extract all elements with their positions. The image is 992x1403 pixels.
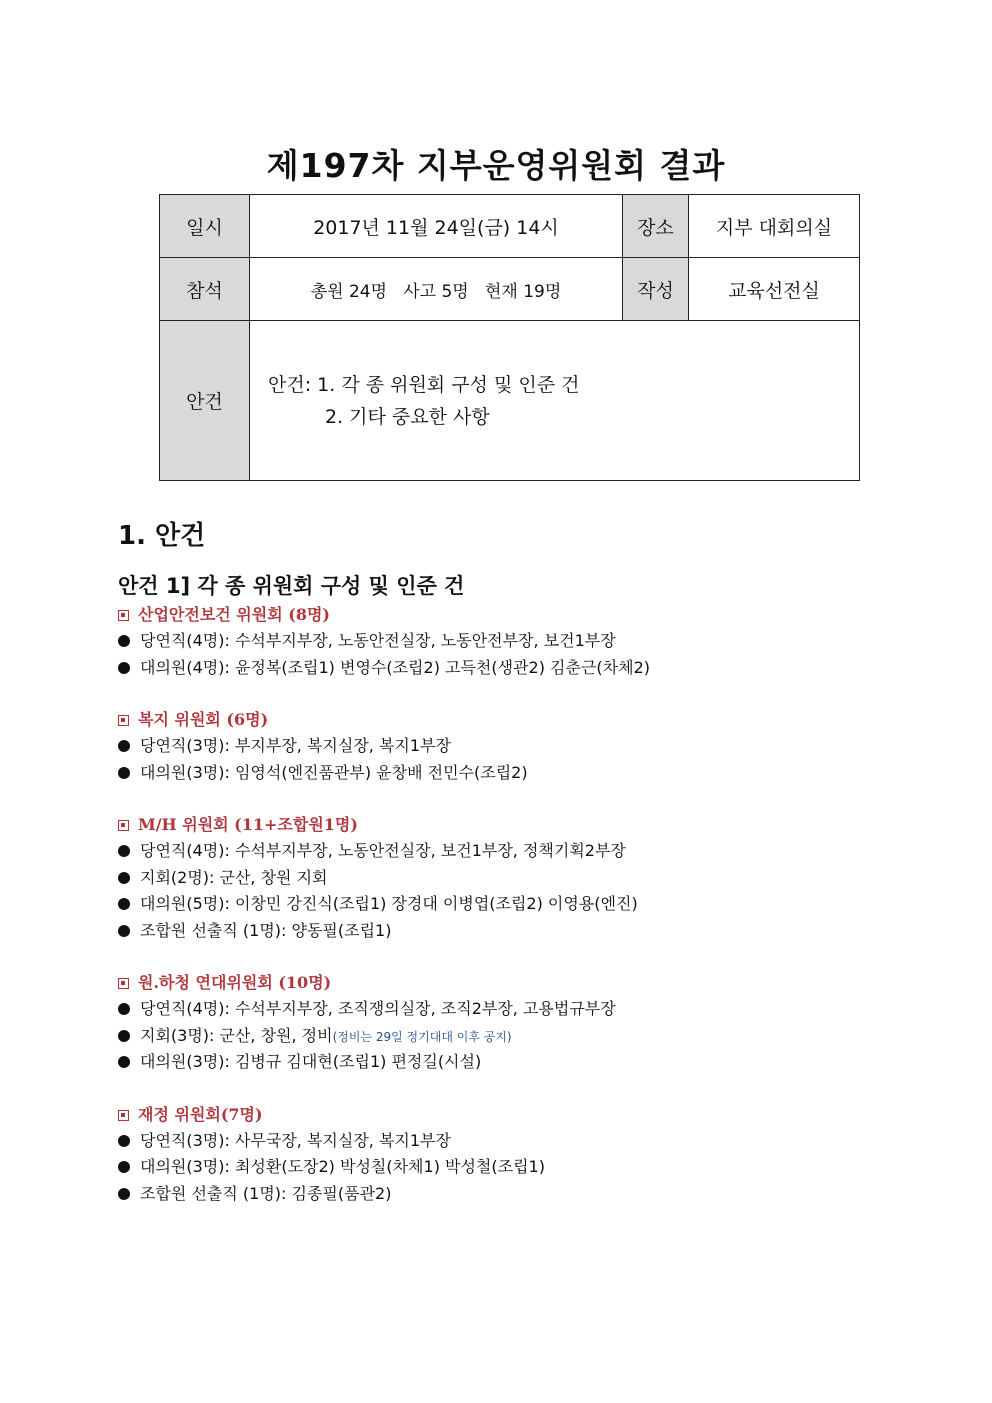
circle-bullet-icon (118, 1030, 130, 1042)
list-item: 조합원 선출직 (1명): 양동필(조립1) (118, 918, 878, 945)
square-bullet-icon (118, 820, 129, 831)
list-item: 당연직(4명): 수석부지부장, 조직쟁의실장, 조직2부장, 고용법규부장 (118, 996, 878, 1023)
list-item: 당연직(4명): 수석부지부장, 노동안전실장, 보건1부장, 정책기획2부장 (118, 838, 878, 865)
place-label: 장소 (623, 195, 689, 258)
circle-bullet-icon (118, 1003, 130, 1015)
square-bullet-icon (118, 978, 129, 989)
circle-bullet-icon (118, 925, 130, 937)
circle-bullet-icon (118, 635, 130, 647)
list-item: 당연직(4명): 수석부지부장, 노동안전실장, 노동안전부장, 보건1부장 (118, 628, 878, 655)
committee-heading (118, 707, 878, 733)
committee-solidarity (118, 970, 878, 1076)
committee-finance (118, 1102, 878, 1208)
list-item: 지회(3명): 군산, 창원, 정비(정비는 29일 정기대대 이후 공지) (118, 1023, 878, 1050)
committee-heading (118, 602, 878, 628)
agenda-line-2: 2. 기타 중요한 사항 (325, 405, 490, 428)
committee-heading (118, 970, 878, 996)
circle-bullet-icon (118, 1135, 130, 1147)
committee-title: 산업안전보건 위원회 (8명) (138, 605, 330, 624)
subsection-title: 안건 1] 각 종 위원회 구성 및 인준 건 (118, 574, 465, 598)
committee-heading (118, 812, 878, 838)
square-bullet-icon (118, 1110, 129, 1121)
square-bullet-icon (118, 610, 129, 621)
committee-title: 재정 위원회(7명) (138, 1104, 263, 1124)
circle-bullet-icon (118, 767, 130, 779)
list-item: 지회(2명): 군산, 창원 지회 (118, 865, 878, 892)
date-label: 일시 (160, 195, 250, 258)
list-item: 대의원(5명): 이창민 강진식(조립1) 장경대 이병엽(조립2) 이영용(엔진) (118, 891, 878, 918)
agenda-label: 안건 (160, 321, 250, 481)
list-item: 당연직(3명): 사무국장, 복지실장, 복지1부장 (118, 1128, 878, 1155)
agenda-value (250, 321, 860, 481)
committee-title: 복지 위원회 (6명) (138, 710, 269, 729)
attend-label: 참석 (160, 258, 250, 321)
list-item: 조합원 선출직 (1명): 김종필(품관2) (118, 1181, 878, 1208)
list-item: 대의원(3명): 최성환(도장2) 박성칠(차체1) 박성철(조립1) (118, 1154, 878, 1181)
section-title: 1. 안건 (118, 521, 206, 551)
circle-bullet-icon (118, 898, 130, 910)
square-bullet-icon (118, 715, 129, 726)
date-value: 2017년 11월 24일(금) 14시 (250, 195, 623, 258)
committee-safety-health (118, 602, 878, 681)
list-item: 대의원(3명): 임영석(엔진품관부) 윤창배 전민수(조립2) (118, 760, 878, 787)
document-title: 제197차 지부운영위원회 결과 (266, 146, 726, 185)
committee-title: M/H 위원회 (11+조합원1명) (138, 815, 358, 834)
place-value: 지부 대회의실 (689, 195, 860, 258)
circle-bullet-icon (118, 1188, 130, 1200)
list-item: 대의원(4명): 윤정복(조립1) 변영수(조립2) 고득천(생관2) 김춘근(차체2) (118, 655, 878, 682)
committee-welfare (118, 707, 878, 786)
attend-value: 총원 24명 사고 5명 현재 19명 (250, 258, 623, 321)
circle-bullet-icon (118, 1161, 130, 1173)
circle-bullet-icon (118, 845, 130, 857)
note-text: (정비는 29일 정기대대 이후 공지) (332, 1029, 512, 1044)
agenda-line-1: 안건: 1. 각 종 위원회 구성 및 인준 건 (268, 373, 580, 396)
circle-bullet-icon (118, 872, 130, 884)
info-table (159, 194, 860, 481)
list-item: 당연직(3명): 부지부장, 복지실장, 복지1부장 (118, 733, 878, 760)
circle-bullet-icon (118, 740, 130, 752)
committee-heading (118, 1102, 878, 1128)
writer-value: 교육선전실 (689, 258, 860, 321)
committee-title: 원.하청 연대위원회 (10명) (138, 973, 332, 992)
committee-list (118, 602, 878, 1233)
circle-bullet-icon (118, 662, 130, 674)
circle-bullet-icon (118, 1056, 130, 1068)
list-item: 대의원(3명): 김병규 김대현(조립1) 편정길(시설) (118, 1049, 878, 1076)
committee-mh (118, 812, 878, 944)
writer-label: 작성 (623, 258, 689, 321)
